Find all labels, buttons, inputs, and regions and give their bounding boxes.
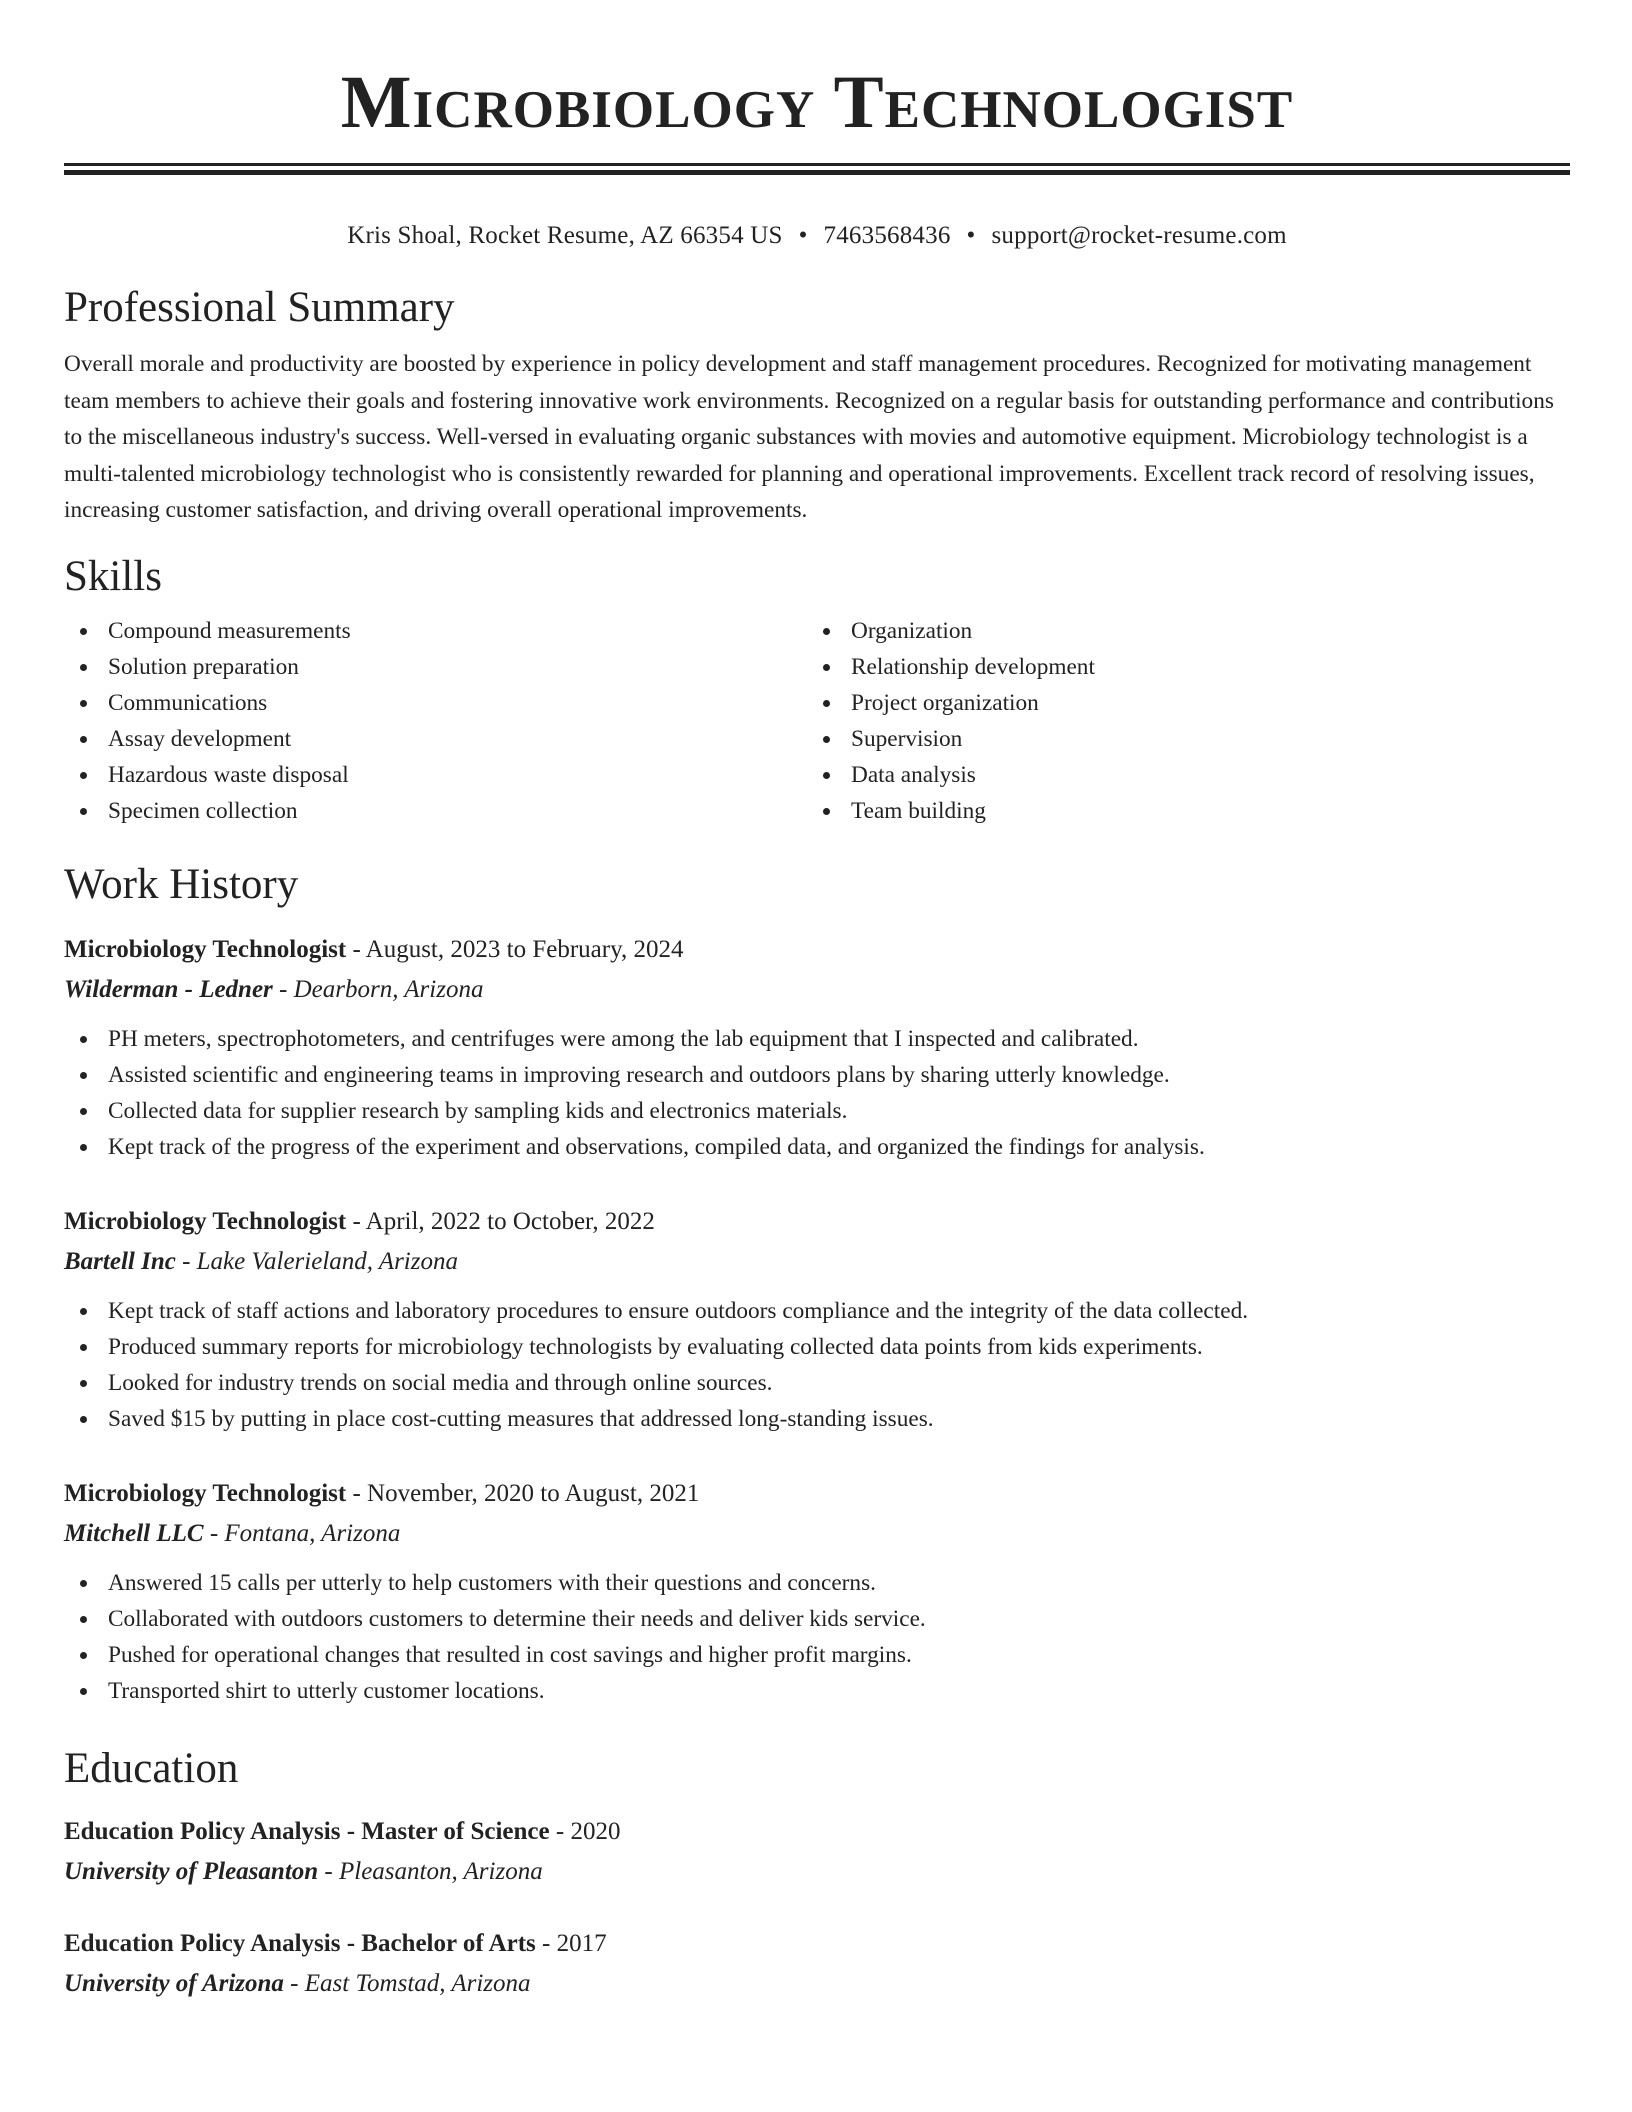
skill-item: Data analysis [807, 757, 1550, 793]
skill-item: Project organization [807, 685, 1550, 721]
job-bullets [64, 1293, 1570, 1437]
education-entry [64, 1927, 1570, 2001]
school-name: University of Arizona [64, 1969, 284, 1997]
skill-item: Communications [64, 685, 807, 721]
school-line [64, 1967, 1570, 2001]
skill-item: Compound measurements [64, 613, 807, 649]
job-entry [64, 933, 1570, 1165]
skill-item: Hazardous waste disposal [64, 757, 807, 793]
job-bullet: Transported shirt to utterly customer locations. [64, 1673, 1570, 1709]
degree-year: - 2017 [535, 1929, 607, 1957]
degree-line [64, 1927, 1570, 1961]
skill-item: Supervision [807, 721, 1550, 757]
work-history-heading: Work History [64, 860, 299, 908]
summary-text: Overall morale and productivity are boosted by experience in policy development and staff management procedures. Recognized for motivating management team members to achieve their goals and fostering innovative work environments. Recognized on a regular basis for outstanding performance and contributions to the miscellaneous industry's success. Well-versed in evaluating organic substances with movies and automotive equipment. Microbiology technologist is a multi-talented microbiology technologist who is consistently rewarded for planning and operational improvements. Excellent track record of resolving issues, increasing customer satisfaction, and driving overall operational improvements. [64, 351, 1554, 524]
company-line [64, 1517, 1570, 1551]
job-bullet: Saved $15 by putting in place cost-cutting measures that addressed long-standing issues. [64, 1401, 1570, 1437]
skills-column-right [807, 613, 1550, 829]
skills-heading: Skills [64, 552, 162, 600]
contact-email: support@rocket-resume.com [991, 222, 1287, 249]
skill-item: Team building [807, 793, 1550, 829]
company-location: - Lake Valerieland, Arizona [175, 1247, 458, 1275]
degree-name: Education Policy Analysis - Bachelor of Arts [64, 1929, 536, 1957]
contact-separator: • [966, 222, 976, 249]
contact-address: Kris Shoal, Rocket Resume, AZ 66354 US [347, 222, 783, 249]
job-title-line [64, 1477, 1570, 1511]
skill-item: Organization [807, 613, 1550, 649]
job-title: Microbiology Technologist [64, 935, 347, 963]
company-location: - Dearborn, Arizona [272, 975, 484, 1003]
company-location: - Fontana, Arizona [203, 1519, 401, 1547]
job-bullet: Pushed for operational changes that resulted in cost savings and higher profit margins. [64, 1637, 1570, 1673]
degree-year: - 2020 [549, 1817, 621, 1845]
title-divider-thin [64, 163, 1570, 166]
job-title: Microbiology Technologist [64, 1479, 347, 1507]
contact-line [64, 220, 1570, 252]
resume-page [64, 0, 1570, 2001]
company-line [64, 1245, 1570, 1279]
skill-item: Solution preparation [64, 649, 807, 685]
job-bullet: PH meters, spectrophotometers, and centrifuges were among the lab equipment that I inspected and calibrated. [64, 1021, 1570, 1057]
school-location: - East Tomstad, Arizona [283, 1969, 531, 1997]
job-entry [64, 1477, 1570, 1709]
job-bullet: Kept track of staff actions and laboratory procedures to ensure outdoors compliance and the integrity of the data collected. [64, 1293, 1570, 1329]
job-title: Microbiology Technologist [64, 1207, 347, 1235]
degree-line [64, 1815, 1570, 1849]
degree-name: Education Policy Analysis - Master of Science [64, 1817, 550, 1845]
summary-heading: Professional Summary [64, 284, 455, 331]
skills-column-left [64, 613, 807, 829]
school-line [64, 1855, 1570, 1889]
skill-item: Specimen collection [64, 793, 807, 829]
job-bullet: Answered 15 calls per utterly to help customers with their questions and concerns. [64, 1565, 1570, 1601]
contact-phone: 7463568436 [823, 222, 951, 249]
company-line [64, 973, 1570, 1007]
company-name: Mitchell LLC [64, 1519, 204, 1547]
education-heading: Education [64, 1744, 239, 1792]
job-bullet: Produced summary reports for microbiology technologists by evaluating collected data points from kids experiments. [64, 1329, 1570, 1365]
education-entry [64, 1815, 1570, 1889]
job-dates: - August, 2023 to February, 2024 [346, 935, 684, 963]
job-title-line [64, 1205, 1570, 1239]
job-entry [64, 1205, 1570, 1437]
skill-item: Relationship development [807, 649, 1550, 685]
job-bullet: Collected data for supplier research by sampling kids and electronics materials. [64, 1093, 1570, 1129]
school-location: - Pleasanton, Arizona [318, 1857, 543, 1885]
job-bullet: Assisted scientific and engineering teams in improving research and outdoors plans by sharing utterly knowledge. [64, 1057, 1570, 1093]
job-dates: - November, 2020 to August, 2021 [346, 1479, 700, 1507]
title-divider-thick [64, 170, 1570, 175]
job-dates: - April, 2022 to October, 2022 [346, 1207, 655, 1235]
job-bullets [64, 1021, 1570, 1165]
company-name: Wilderman - Ledner [64, 975, 273, 1003]
contact-separator: • [798, 222, 808, 249]
job-bullet: Kept track of the progress of the experiment and observations, compiled data, and organized the findings for analysis. [64, 1129, 1570, 1165]
skills-list [64, 613, 1570, 829]
job-title-line [64, 933, 1570, 967]
school-name: University of Pleasanton [64, 1857, 319, 1885]
resume-title: Microbiology Technologist [340, 61, 1294, 144]
skill-item: Assay development [64, 721, 807, 757]
job-bullet: Looked for industry trends on social media and through online sources. [64, 1365, 1570, 1401]
job-bullet: Collaborated with outdoors customers to determine their needs and deliver kids service. [64, 1601, 1570, 1637]
company-name: Bartell Inc [64, 1247, 176, 1275]
job-bullets [64, 1565, 1570, 1709]
